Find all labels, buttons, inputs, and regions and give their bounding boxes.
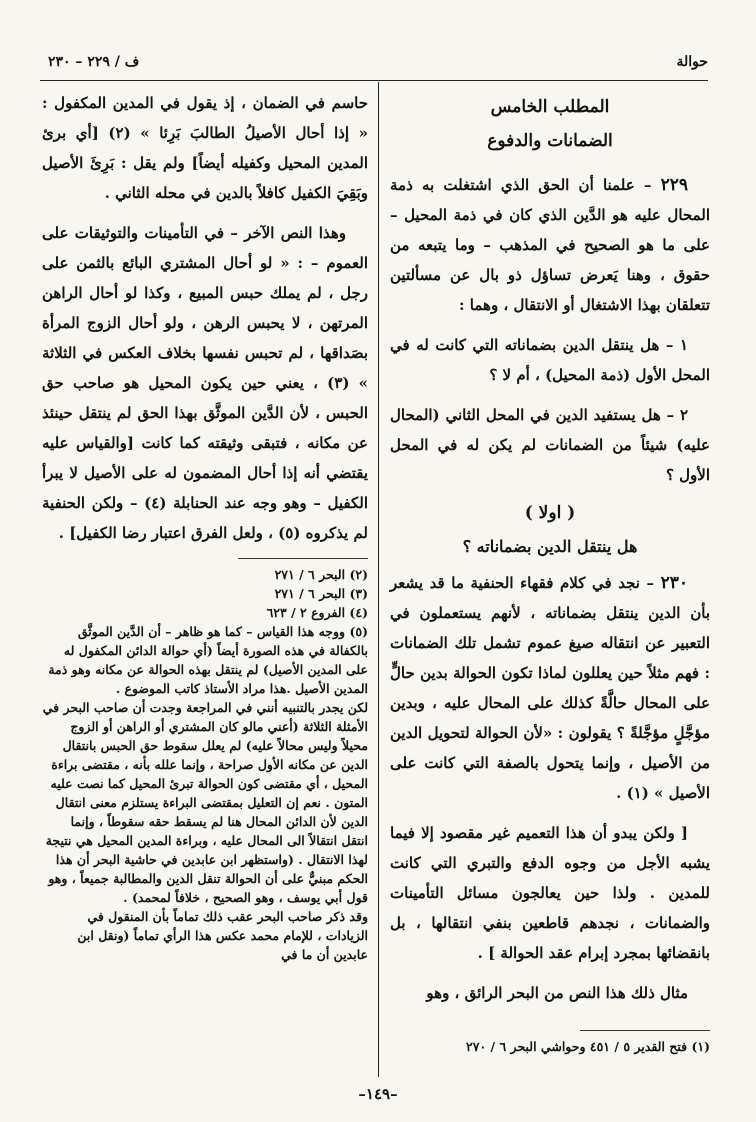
paragraph-bracketed: [ ولكن يبدو أن هذا التعميم غير مقصود إلا فيما يشبه الأجل من وجوه الدفع والتبري التي كانت للمدين . ولذا حين يعالجون مسائل التأمينات والضمانات ، نجدهم قاطعين بنفي انتقالها ، بل بانقضائها بمجرد إبرام عقد الحوالة ] .: [390, 824, 710, 962]
footnote-3: (٣) البحر ٦ / ٢٧١: [274, 586, 368, 601]
header-paragraph-ref: ف / ٢٢٩ – ٢٣٠: [48, 54, 140, 70]
footnote-rule: [580, 1030, 710, 1031]
paragraph-text: – علمنا أن الحق الذي اشتغلت به ذمة المحال عليه هو الدَّين الذي كان في ذمة المحيل – على ما هو الصحيح في المذهب – وما يتبعه من حقوق ، وهنا يَعرض تساؤل ذو بال عن مسألتين تتعلقان بهذا الاشتغال أو الانتقال ، وهما :: [390, 176, 710, 314]
right-column: [390, 88, 710, 1008]
paragraph-other-text: وهذا النص الآخر – في التأمينات والتوثيقات على العموم – : « لو أحال المشتري البائع بالثمن على رجل ، لم يملك حبس المبيع ، وكذا لو أحال الراهن المرتهن ، لا يحبس الرهن ، ولو أحال الزوج المرأة بصَداقها ، لم تحبس نفسها بخلاف العكس في الثلاثة » (٣) ، يعني حين يكون المحيل هو صاحب حق الحبس ، لأن الدَّين الموثَّق بهذا الحق لم ينتقل حينئذ عن مكانه ، فتبقى وثيقته كما كانت [والقياس عليه يقتضي أنه إذا أحال المضمون له على الأصيل لا يبرأ الكفيل – وهو وجه عند الحنابلة (٤) – ولكن الحنفية لم يذكروه (٥) ، ولعل الفرق اعتبار رضا الكفيل] .: [42, 224, 369, 542]
paragraph-continued: حاسم في الضمان ، إذ يقول في المدين المكفول : « إذا أحال الأصيلُ الطالبَ بَرِئا » (٢) [أي برئ المدين المحيل وكفيله أيضاً] ولم يقل : بَرِئَ الأصيل وبَقِيَ الكفيل كافلاً بالدين في محله الثاني .: [42, 94, 368, 202]
footnote-1: (١) فتح القدير ٥ / ٤٥١ وحواشي البحر ٦ / ٢٧٠: [466, 1039, 710, 1054]
column-divider: [378, 82, 379, 1077]
footnote-2: (٢) البحر ٦ / ٢٧١: [274, 567, 368, 582]
footnote-4: (٤) الفروع ٢ / ٦٢٣: [266, 605, 368, 620]
paragraph-230: [390, 568, 710, 808]
right-footnotes: [390, 1030, 710, 1056]
section-label: ( اولا ): [524, 503, 576, 523]
question-two: ٢ – هل يستفيد الدين في المحل الثاني (المحال عليه) شيئاً من الضمانات لم يكن له في المحل الأول ؟: [390, 406, 710, 484]
paragraph-229: [390, 170, 710, 320]
section-title: هل ينتقل الدين بضماناته ؟: [462, 537, 638, 556]
header-title: حوالة: [676, 54, 708, 70]
running-header: [40, 50, 708, 76]
section-subheading: الضمانات والدفوع: [487, 131, 613, 151]
paragraph-number: ٢٢٩: [660, 175, 688, 195]
page-number: –١٤٩–: [358, 1085, 398, 1103]
question-one: ١ – هل ينتقل الدين بضماناته التي كانت له في المحل الأول (ذمة المحيل) ، أم لا ؟: [390, 336, 710, 384]
header-rule: [40, 80, 708, 81]
section-heading: المطلب الخامس: [490, 97, 610, 117]
left-footnotes: [42, 565, 368, 964]
footnote-5: (٥) ووجه هذا القياس – كما هو ظاهر – أن الدَّين الموثَّق بالكفالة في هذه الصورة أيضاً (أي حوالة الدائن المكفول له على المدين الأصيل) لم ينتقل بهذه الحوالة عن مكانه وهو ذمة المدين الأصيل .هذا مراد الأستاذ كاتب الموضوع .: [48, 624, 368, 696]
paragraph-number: ٢٣٠: [660, 573, 688, 593]
footnote-note-continued: وقد ذكر صاحب البحر عقب ذلك تماماً بأن المنقول في الزيادات ، للإمام محمد عكس هذا الرأي تماماً (ونقل ابن عابدين أن ما في: [77, 909, 368, 962]
footnote-note: لكن يجدر بالتنبيه أنني في المراجعة وجدت أن صاحب البحر في الأمثلة الثلاثة (أعني مالو كان المشتري أو الراهن أو الزوج محيلاً وليس محالاً عليه) لم يعلل سقوط حق الحبس بانتقال الدين عن مكانه الأول صراحة ، وإنما علله بأنه ، مقتضى براءة المحيل ، أي مقتضى كون الحوالة تبرئ المحيل كما نصت عليه المتون . نعم إن التعليل بمقتضى البراءة يستلزم معنى انتقال الدين لأن الدائن المحال هنا لم يسقط حقه سقوطاً ، وإنما انتقل انتقالاً الى المحال عليه ، وبراءة المدين المحيل هي نتيجة لهذا الانتقال . (واستظهر ابن عابدين في حاشية البحر أن هذا الحكم مبنيٌّ على أن الحوالة تنقل الدين والمطالبة جميعاً ، وهو قول أبي يوسف ، وهو الصحيح ، خلافاً لمحمد) .: [42, 700, 368, 905]
footnote-rule: [238, 558, 368, 559]
left-column: [42, 88, 368, 964]
paragraph-example: مثال ذلك هذا النص من البحر الرائق ، وهو: [426, 984, 688, 1002]
paragraph-text: – نجد في كلام فقهاء الحنفية ما قد يشعر بأن الدين ينتقل بضماناته ، لأنهم يستعملون في التعبير عن انتقاله صيغ عموم تشمل تلك الضمانات : فهم مثلاً حين يعللون لماذا تكون الحوالة بدين حالٍّ على المحال حالَّةً كذلك على المحال عليه ، وبدين مؤجَّلٍ مؤجَّلةً ؟ يقولون : «لأن الحوالة لتحويل الدين من الأصيل ، وإنما يتحول بالصفة التي كانت على الأصيل » (١) .: [390, 574, 710, 802]
